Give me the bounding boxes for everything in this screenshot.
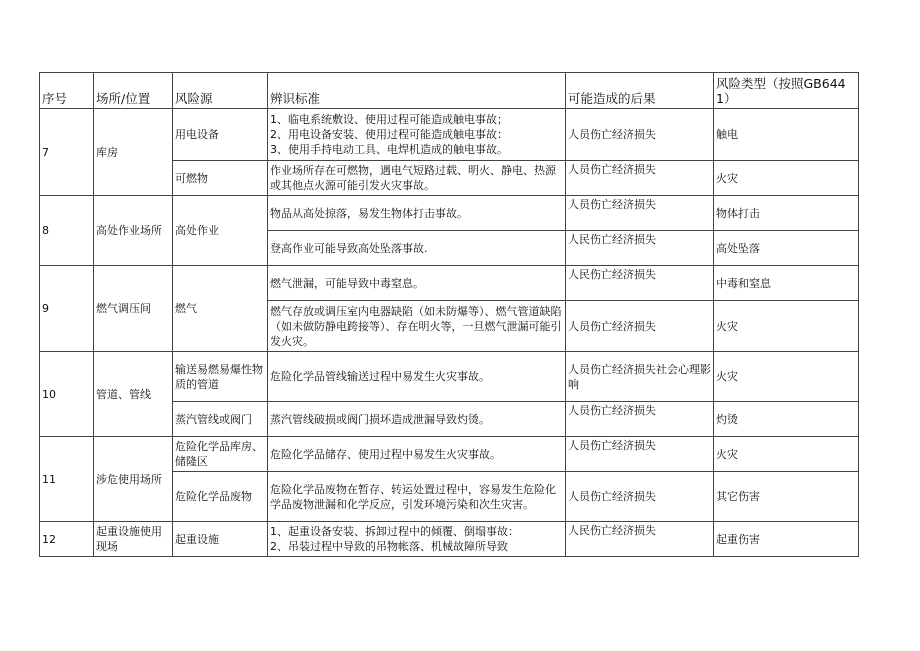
row-consequence: 人民伤亡经济损失 xyxy=(566,266,714,301)
row-type: 高处坠落 xyxy=(714,231,859,266)
row-type: 灼烫 xyxy=(714,402,859,437)
row-place: 库房 xyxy=(94,109,173,196)
row-consequence: 人员伤亡经济损失 xyxy=(566,161,714,196)
table-row xyxy=(40,437,859,472)
row-no: 9 xyxy=(40,266,94,352)
row-source: 危险化学品废物 xyxy=(173,472,268,522)
header-source: 风险源 xyxy=(173,73,268,109)
row-standard: 危险化学品储存、使用过程中易发生火灾事故。 xyxy=(268,437,566,472)
row-source: 起重设施 xyxy=(173,522,268,557)
row-consequence: 人员伤亡经济损失 xyxy=(566,402,714,437)
row-type: 起重伤害 xyxy=(714,522,859,557)
table-header-row xyxy=(40,73,859,109)
row-type: 火灾 xyxy=(714,437,859,472)
row-consequence: 人民伤亡经济损失 xyxy=(566,231,714,266)
row-source: 危险化学品库房、储隆区 xyxy=(173,437,268,472)
row-source: 蒸汽管线或阀门 xyxy=(173,402,268,437)
table-row xyxy=(40,352,859,402)
row-place: 涉危使用场所 xyxy=(94,437,173,522)
row-consequence: 人民伤亡经济损失 xyxy=(566,522,714,557)
row-type: 物体打击 xyxy=(714,196,859,231)
row-standard: 危险化学品废物在暂存、转运处置过程中，容易发生危险化学品废物泄漏和化学反应，引发环境污染和次生灾害。 xyxy=(268,472,566,522)
row-standard: 1、临电系统敷设、使用过程可能造成触电事故； 2、用电设备安装、使用过程可能造成触电事故： 3、使用手持电动工具、电焊机造成的触电事故。 xyxy=(268,109,566,161)
row-standard: 1、起重设备安装、拆卸过程中的倾覆、倒塌事故： 2、吊装过程中导致的吊物帐落、机械故障所导致 xyxy=(268,522,566,557)
row-standard: 燃气泄漏，可能导致中毒窒息。 xyxy=(268,266,566,301)
header-consequence: 可能造成的后果 xyxy=(566,73,714,109)
row-no: 10 xyxy=(40,352,94,437)
header-standard: 辨识标准 xyxy=(268,73,566,109)
row-type: 火灾 xyxy=(714,161,859,196)
row-source: 高处作业 xyxy=(173,196,268,266)
table-row xyxy=(40,109,859,161)
row-consequence: 人员伤亡经济损失 xyxy=(566,437,714,472)
row-standard: 蒸汽管线破损或阀门损坏造成泄漏导致灼烫。 xyxy=(268,402,566,437)
risk-identification-table xyxy=(39,72,859,557)
row-source: 燃气 xyxy=(173,266,268,352)
row-standard: 作业场所存在可燃物，遇电气短路过载、明火、静电、热源或其他点火源可能引发火灾事故。 xyxy=(268,161,566,196)
row-consequence: 人员伤亡经济损失社会心理影响 xyxy=(566,352,714,402)
row-standard: 登高作业可能导致高处坠落事故. xyxy=(268,231,566,266)
table-row xyxy=(40,522,859,557)
row-place: 起重设施使用现场 xyxy=(94,522,173,557)
header-place: 场所/位置 xyxy=(94,73,173,109)
row-type: 中毒和窒息 xyxy=(714,266,859,301)
row-standard: 危险化学品管线输送过程中易发生火灾事故。 xyxy=(268,352,566,402)
row-consequence: 人员伤亡经济损失 xyxy=(566,472,714,522)
row-consequence: 人员伤亡经济损失 xyxy=(566,109,714,161)
row-source: 用电设备 xyxy=(173,109,268,161)
row-no: 11 xyxy=(40,437,94,522)
row-consequence: 人员伤亡经济损失 xyxy=(566,301,714,352)
row-place: 高处作业场所 xyxy=(94,196,173,266)
table-row xyxy=(40,196,859,231)
row-standard: 物品从高处掠落，易发生物体打击事故。 xyxy=(268,196,566,231)
table-row xyxy=(40,266,859,301)
row-consequence: 人员伤亡经济损失 xyxy=(566,196,714,231)
row-type: 触电 xyxy=(714,109,859,161)
row-type: 火灾 xyxy=(714,352,859,402)
row-no: 8 xyxy=(40,196,94,266)
row-place: 管道、管线 xyxy=(94,352,173,437)
header-type: 风险类型（按照GB6441） xyxy=(714,73,859,109)
row-no: 12 xyxy=(40,522,94,557)
row-standard: 燃气存放或调压室内电器缺陷（如未防爆等）、燃气管道缺陷（如未做防静电跨接等）、存在明火等，一旦燃气泄漏可能引发火灾。 xyxy=(268,301,566,352)
row-source: 可燃物 xyxy=(173,161,268,196)
row-place: 燃气调压间 xyxy=(94,266,173,352)
header-no: 序号 xyxy=(40,73,94,109)
row-type: 其它伤害 xyxy=(714,472,859,522)
row-type: 火灾 xyxy=(714,301,859,352)
row-no: 7 xyxy=(40,109,94,196)
row-source: 输送易燃易爆性物质的管道 xyxy=(173,352,268,402)
